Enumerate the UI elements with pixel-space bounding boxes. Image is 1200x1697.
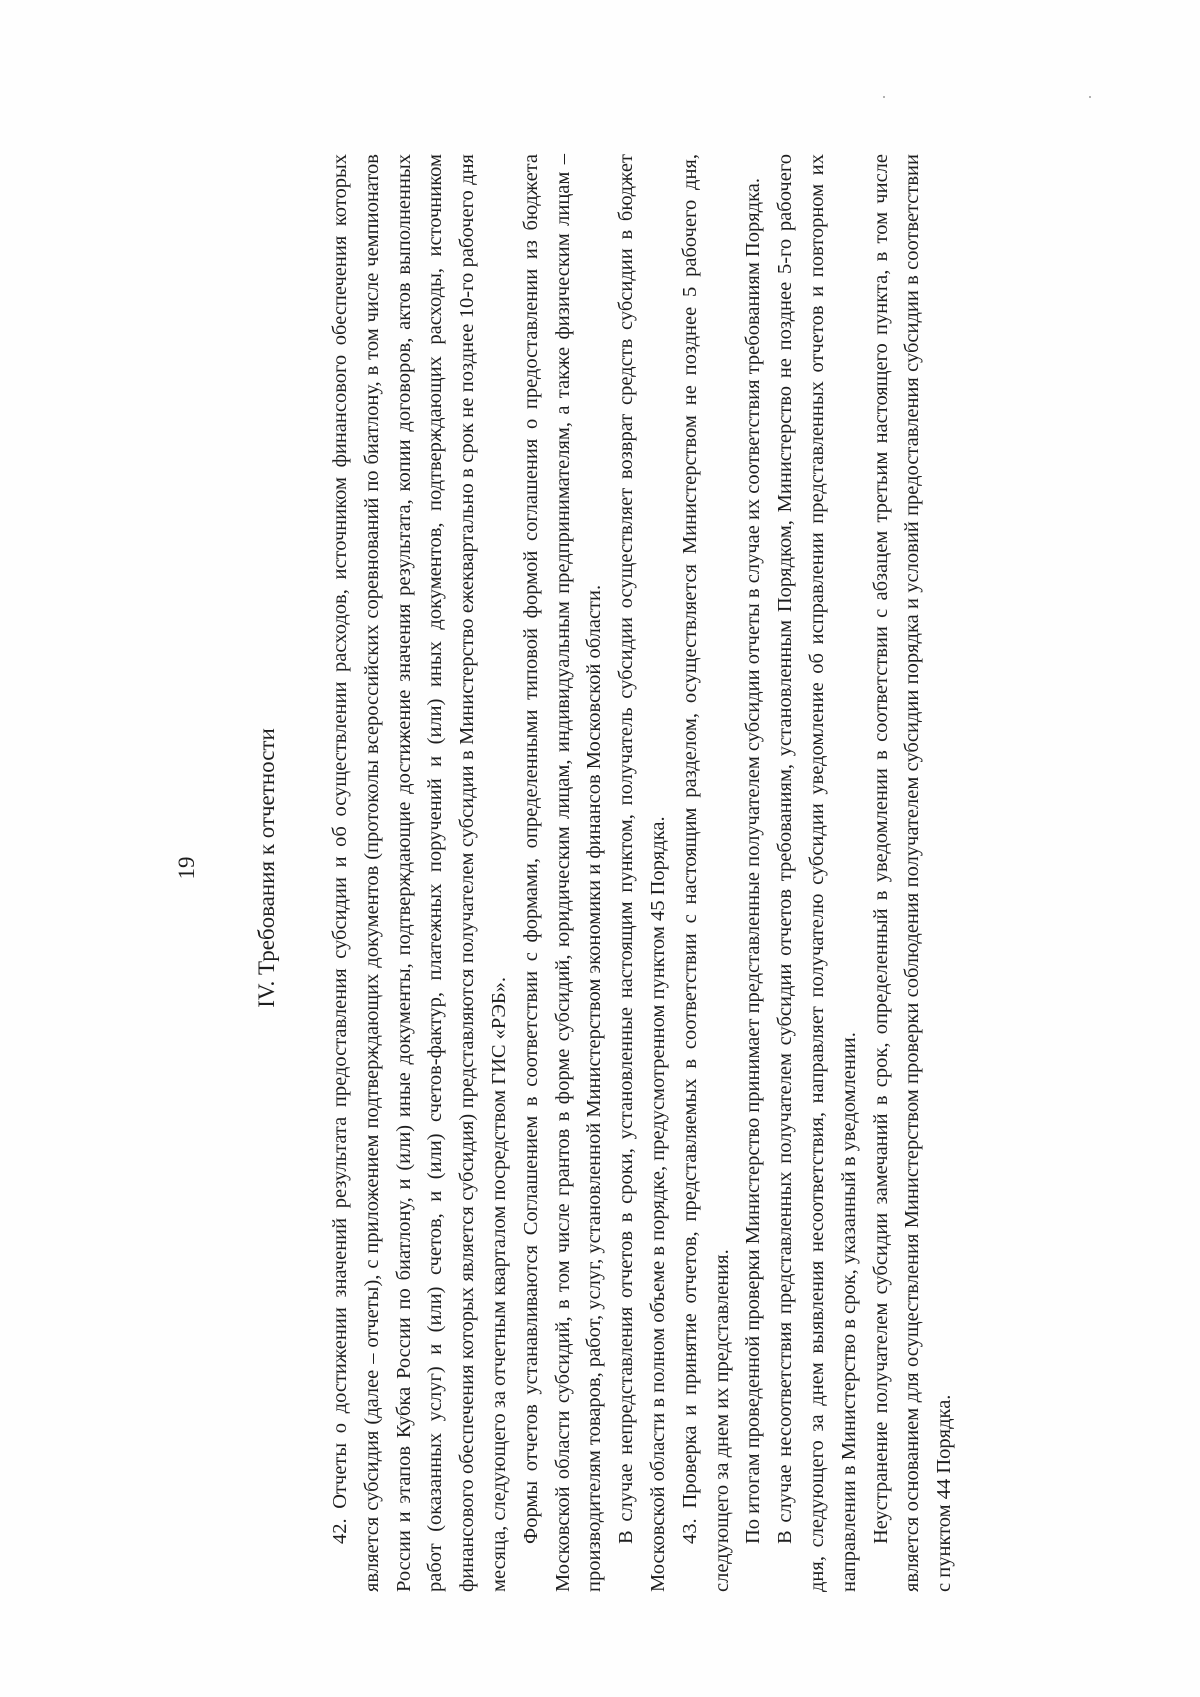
scan-speck (883, 96, 885, 98)
rotated-page-content (174, 118, 1080, 1618)
document-body (325, 154, 961, 1592)
paragraph-non-elimination: Неустранение получателем субсидии замечаний в срок, определенный в уведомлении в соответствии с абзацем третьим настоящего пункта, в том числе является основанием для осуществления Министерством проверки соблюдения получателем субсидии порядка и условий предоставления субсидии в соответствии с пунктом 44 Порядка. (869, 154, 956, 1592)
paragraph-42-reports: 42. Отчеты о достижении значений результата предоставления субсидии и об осуществлении расходов, источником финансового обеспечения которых является субсидия (далее – отчеты), с приложением подтверждающих документов (протоколы всероссийских соревнований по биатлону, в том числе чемпионатов России и этапов Кубка России по биатлону, и (или) иные документы, подтверждающие достижение значения результата, копии договоров, актов выполненных работ (оказанных услуг) и (или) счетов, и (или) счетов-фактур, платежных поручений и (или) иных документов, подтверждающих расходы, источником финансового обеспечения которых является субсидия) представляются получателем субсидии в Министерство ежеквартально в срок не позднее 10-го рабочего дня месяца, следующего за отчетным кварталом посредством ГИС «РЭБ». (329, 154, 510, 1592)
paragraph-non-submission: В случае непредставления отчетов в сроки, установленные настоящим пунктом, получатель субсидии осуществляет возврат средств субсидии в бюджет Московской области в полном объеме в порядке, предусмотренном пунктом 45 Порядка. (615, 154, 669, 1592)
paragraph-nonconformity: В случае несоответствия представленных получателем субсидии отчетов требованиям, установленным Порядком, Министерство не позднее 5-го рабочего дня, следующего за днем выявления несоответствия, направляет получателю субсидии уведомление об исправлении представленных отчетов и повторном их направлении в Министерство в срок, указанный в уведомлении. (774, 154, 860, 1592)
page-number: 19 (174, 856, 199, 880)
paragraph-acceptance: По итогам проведенной проверки Министерство принимает представленные получателем субсидии отчеты в случае их соответствия требованиям Порядка. (742, 178, 765, 1544)
paragraph-43-verification: 43. Проверка и принятие отчетов, представляемых в соответствии с настоящим разделом, осуществляется Министерством не позднее 5 рабочего дня, следующего за днем их представления. (678, 154, 733, 1592)
paragraph-report-forms: Формы отчетов устанавливаются Соглашением в соответствии с формами, определенными типовой формой соглашения о предоставлении из бюджета Московской области субсидий, в том числе грантов в форме субсидий, юридическим лицам, индивидуальным предпринимателям, а также физическим лицам – производителям товаров, работ, услуг, установленной Министерством экономики и финансов Московской области. (519, 154, 606, 1592)
scan-speck (1089, 96, 1091, 98)
section-heading: IV. Требования к отчетности (254, 728, 279, 1008)
